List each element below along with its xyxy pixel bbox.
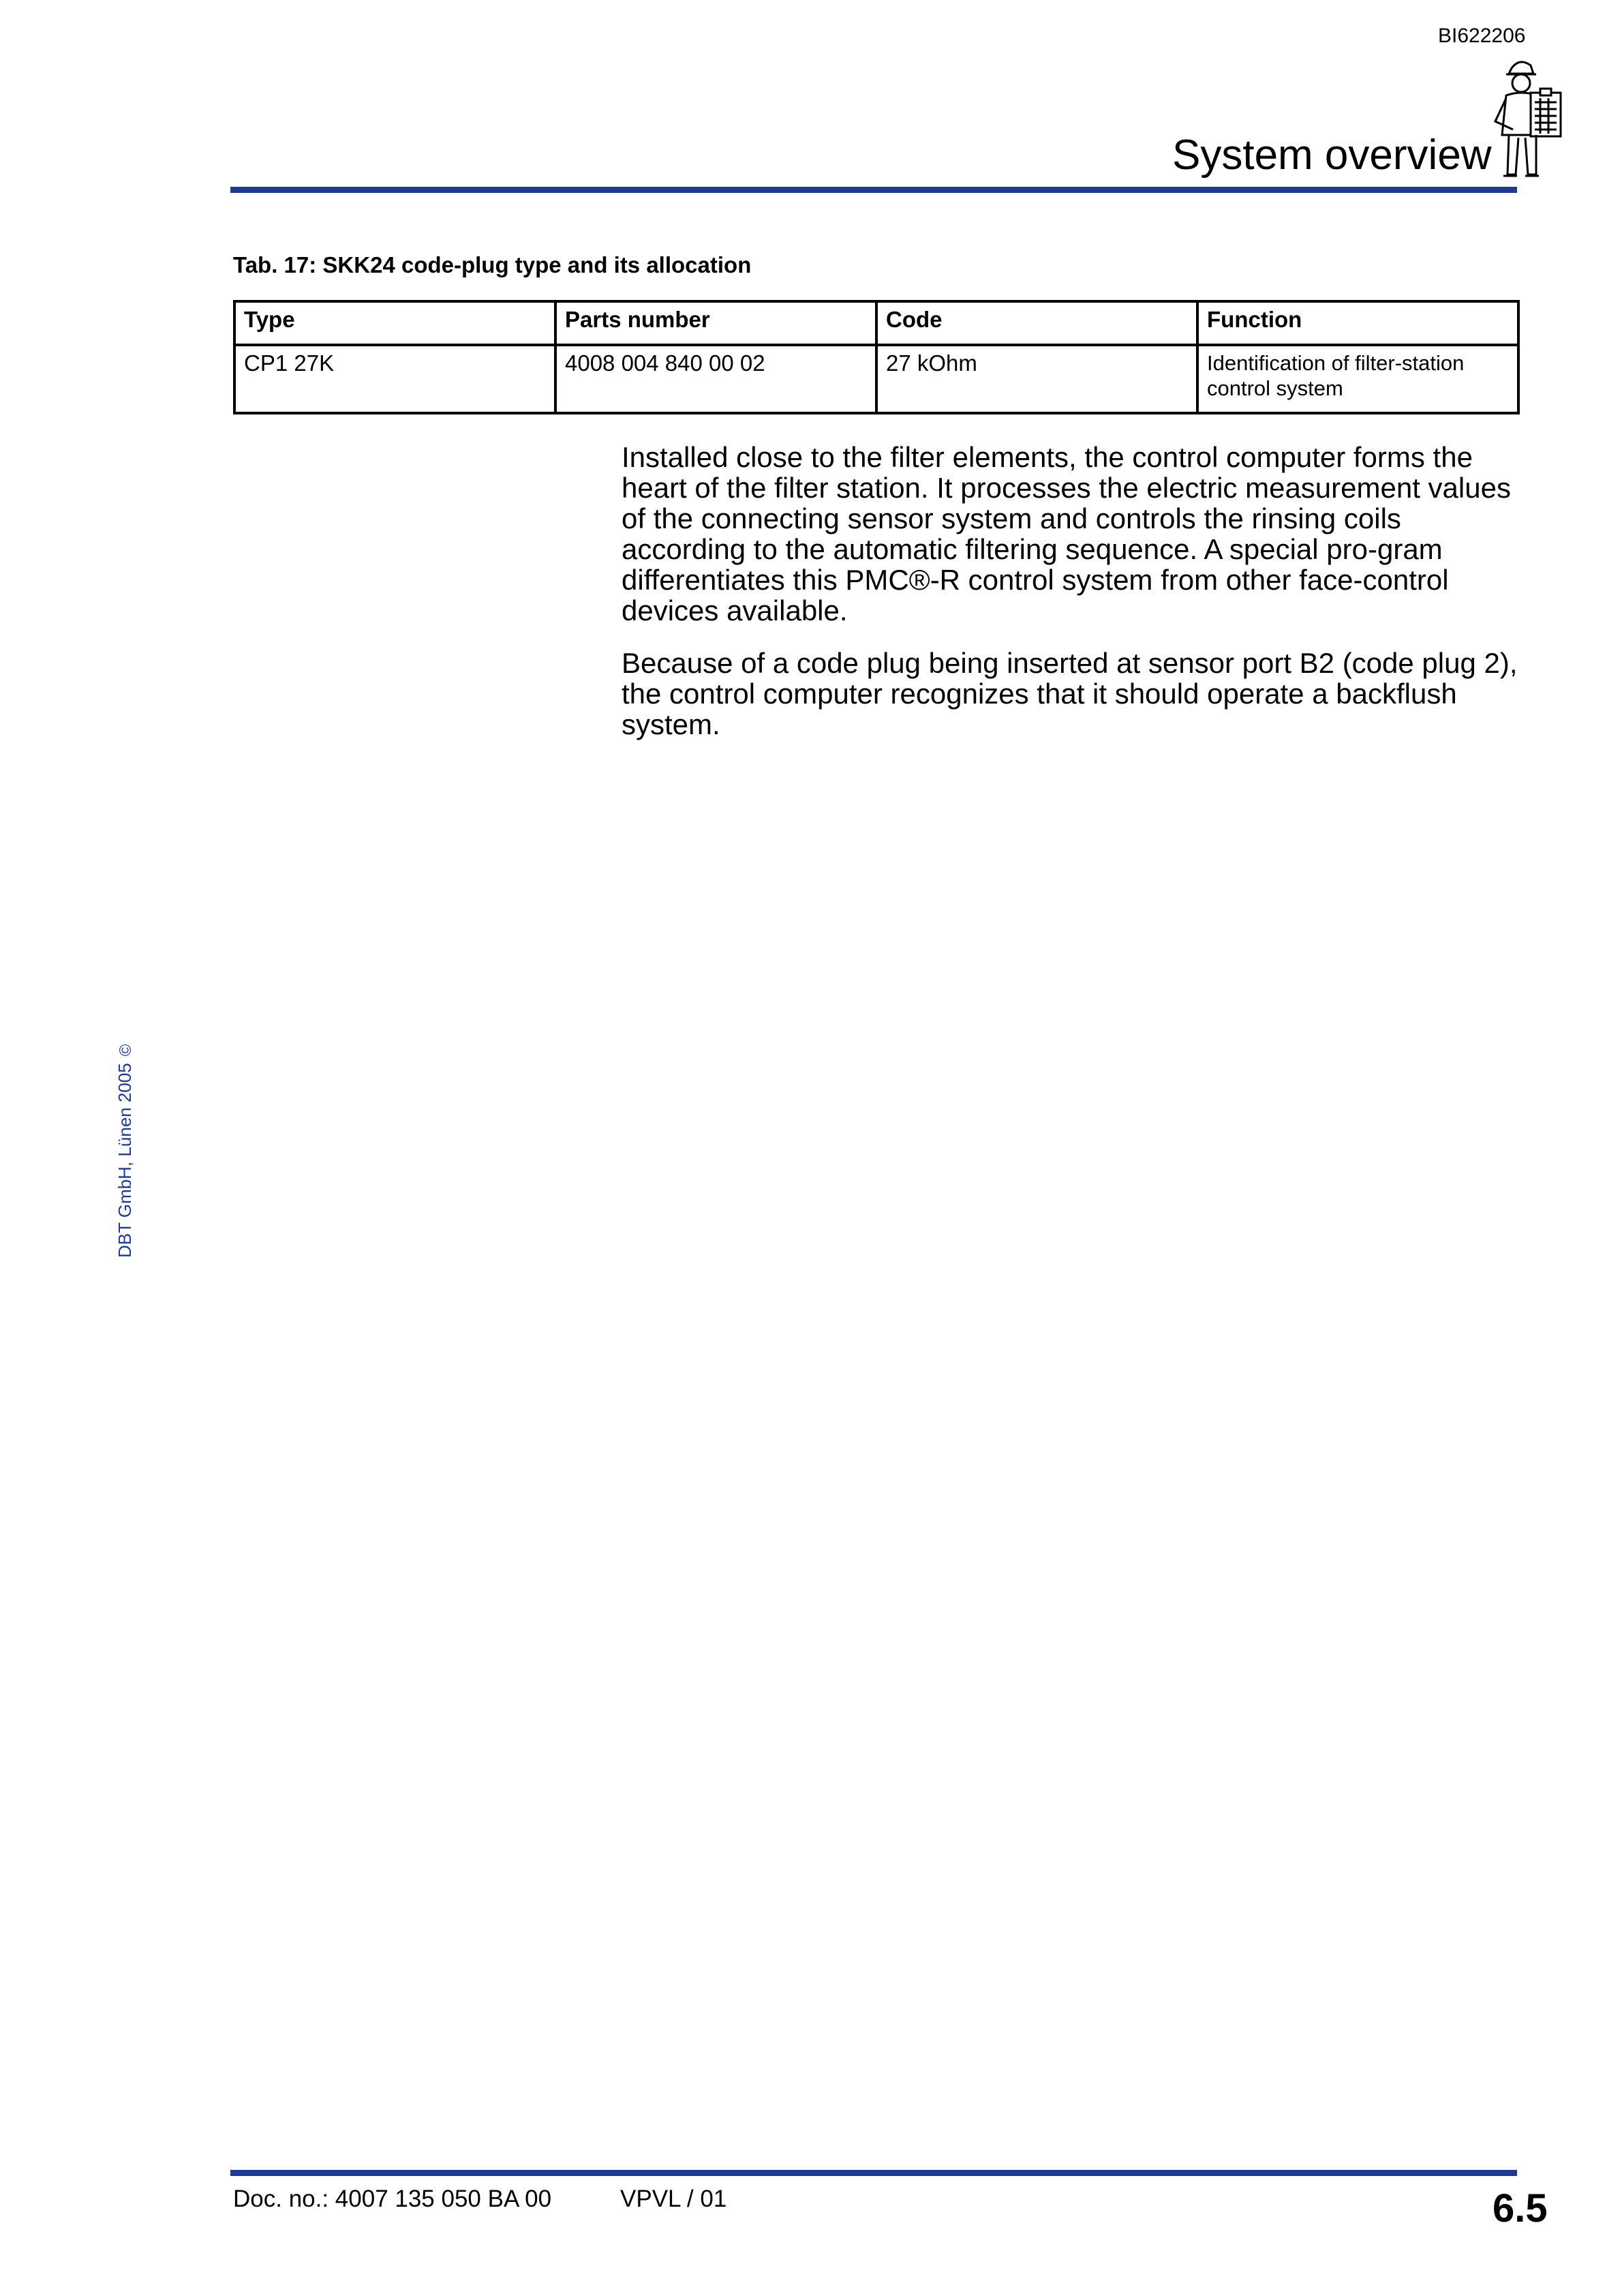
cell-type: CP1 27K bbox=[234, 345, 555, 413]
footer-version: VPVL / 01 bbox=[620, 2186, 727, 2212]
copyright-symbol: © bbox=[117, 1044, 135, 1057]
paragraph-code-plug: Because of a code plug being inserted at sensor port B2 (code plug 2), the control computer recognizes that it should operate a backflush system. bbox=[622, 647, 1518, 740]
table-header-row bbox=[234, 301, 1518, 345]
footer-doc-number: Doc. no.: 4007 135 050 BA 00 bbox=[233, 2186, 552, 2212]
copyright-text: DBT GmbH, Lünen 2005 bbox=[114, 1063, 135, 1258]
section-title: System overview bbox=[1172, 132, 1492, 179]
document-id: BI622206 bbox=[1438, 25, 1526, 47]
body-text bbox=[622, 442, 1521, 761]
code-plug-table bbox=[233, 300, 1520, 414]
column-header-type: Type bbox=[234, 301, 555, 345]
mechanic-with-clipboard-icon bbox=[1486, 53, 1574, 183]
header-rule bbox=[230, 187, 1517, 193]
column-header-parts-number: Parts number bbox=[555, 301, 876, 345]
table-caption: Tab. 17: SKK24 code-plug type and its allocation bbox=[233, 252, 752, 277]
column-header-code: Code bbox=[876, 301, 1197, 345]
paragraph-control-computer: Installed close to the filter elements, the control computer forms the heart of the filter station. It processes the electric measurement values of the connecting sensor system and controls the rinsing coils according to the automatic filtering sequence. A special pro-gram differentiates this PMC®-R control system from other face-control devices available. bbox=[622, 441, 1511, 626]
copyright-notice bbox=[114, 1044, 136, 1258]
cell-function: Identification of filter-station control system bbox=[1197, 345, 1518, 413]
footer-rule bbox=[230, 2170, 1517, 2176]
column-header-function: Function bbox=[1197, 301, 1518, 345]
page-number: 6.5 bbox=[1493, 2186, 1548, 2231]
table-row bbox=[234, 345, 1518, 413]
cell-parts-number: 4008 004 840 00 02 bbox=[555, 345, 876, 413]
cell-code: 27 kOhm bbox=[876, 345, 1197, 413]
